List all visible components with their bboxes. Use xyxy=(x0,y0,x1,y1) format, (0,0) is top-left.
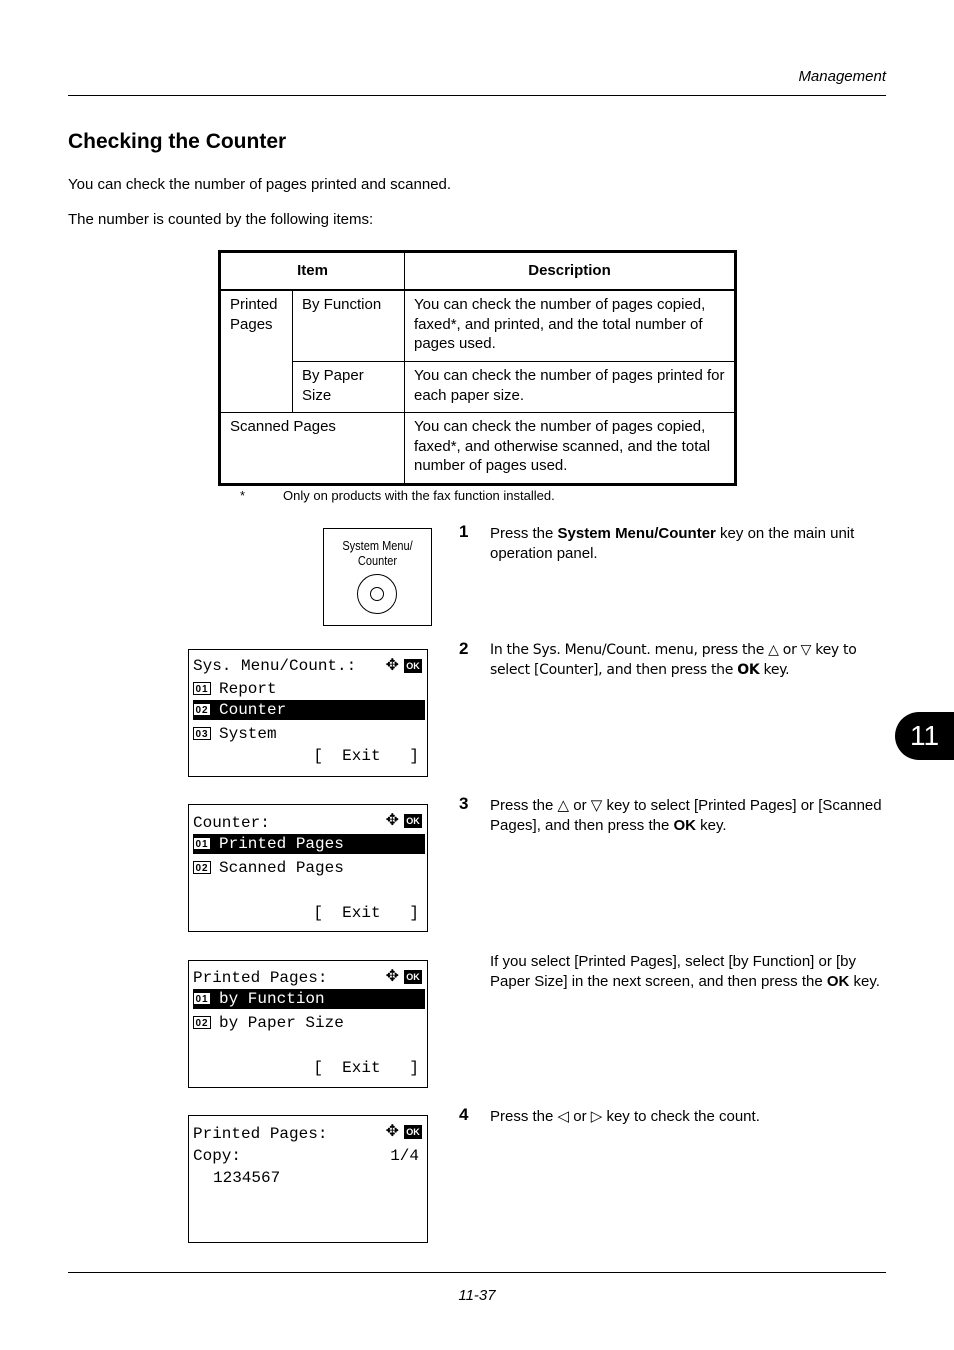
step-text: Press the △ or ▽ key to select [Printed Pages] or [Scanned Pages], and then press the OK key. xyxy=(490,797,882,834)
step-number: 1 xyxy=(459,522,469,541)
intro-text: You can check the number of pages printed and scanned. xyxy=(68,176,452,193)
lcd-screen-counter xyxy=(188,804,428,932)
four-way-arrow-icon: ✥ xyxy=(385,966,399,985)
lcd-title: Printed Pages: xyxy=(193,969,328,987)
key-label-line2: Counter xyxy=(357,554,398,568)
page-number: 11-37 xyxy=(458,1287,496,1304)
exit-softkey: [ Exit ] xyxy=(313,747,419,765)
four-way-arrow-icon: ✥ xyxy=(385,810,399,829)
ok-key-icon: OK xyxy=(404,970,422,984)
menu-item-label: by Paper Size xyxy=(219,1014,344,1032)
cell-by-paper-size-desc: You can check the number of pages printed for each paper size. xyxy=(405,362,736,413)
step-note-text: If you select [Printed Pages], select [by Function] or [by Paper Size] in the next screen, and then press the OK key. xyxy=(490,953,880,990)
count-value: 1234567 xyxy=(213,1169,281,1187)
lcd-title: Sys. Menu/Count.: xyxy=(193,657,357,675)
cell-by-function-desc: You can check the number of pages copied, faxed*, and printed, and the total number of pages used. xyxy=(405,290,736,362)
menu-item-report xyxy=(193,679,425,699)
chapter-tab: 11 xyxy=(895,712,954,760)
menu-item-by-paper-size xyxy=(193,1013,425,1033)
page-indicator: 1/4 xyxy=(390,1147,419,1165)
key-label xyxy=(330,539,424,569)
exit-softkey: [ Exit ] xyxy=(313,904,419,922)
item-number-icon: 02 xyxy=(193,1016,211,1029)
item-number-icon: 01 xyxy=(193,992,211,1005)
cell-scanned-pages: Scanned Pages xyxy=(220,413,405,485)
exit-softkey: [ Exit ] xyxy=(313,1059,419,1077)
menu-item-counter-selected xyxy=(193,700,425,720)
section-title: Checking the Counter xyxy=(68,130,287,153)
counter-items-table xyxy=(218,250,737,486)
four-way-arrow-icon: ✥ xyxy=(385,655,399,674)
step-text: In the Sys. Menu/Count. menu, press the △ or ▽ key to select [Counter], and then press the OK key. xyxy=(490,642,857,678)
item-number-icon: 02 xyxy=(193,703,211,716)
menu-item-label: Report xyxy=(219,680,277,698)
item-number-icon: 02 xyxy=(193,861,211,874)
four-way-arrow-icon: ✥ xyxy=(385,1121,399,1140)
ok-key-icon: OK xyxy=(404,1125,422,1139)
table-row xyxy=(220,290,736,362)
item-number-icon: 03 xyxy=(193,727,211,740)
cell-scanned-pages-desc: You can check the number of pages copied, faxed*, and otherwise scanned, and the total number of pages used. xyxy=(405,413,736,485)
ok-key-icon: OK xyxy=(404,659,422,673)
table-header-row xyxy=(220,252,736,291)
cell-by-function: By Function xyxy=(293,290,405,362)
lcd-title: Printed Pages: xyxy=(193,1125,328,1143)
lcd-screen-sys-menu xyxy=(188,649,428,777)
key-label-line1: System Menu/ xyxy=(342,539,413,553)
cell-printed-pages: Printed Pages xyxy=(220,290,293,413)
step-number: 4 xyxy=(459,1105,469,1124)
menu-item-label: Scanned Pages xyxy=(219,859,344,877)
footnote-text: Only on products with the fax function installed. xyxy=(283,488,555,503)
running-header: Management xyxy=(798,68,886,85)
step-text: Press the ◁ or ▷ key to check the count. xyxy=(490,1108,760,1125)
menu-item-label: System xyxy=(219,725,277,743)
header-item: Item xyxy=(220,252,405,291)
system-menu-counter-key-illustration xyxy=(323,528,432,626)
header-description: Description xyxy=(405,252,736,291)
count-type-label: Copy: xyxy=(193,1147,242,1165)
menu-item-printed-pages-selected xyxy=(193,834,425,854)
menu-item-by-function-selected xyxy=(193,989,425,1009)
lcd-title: Counter: xyxy=(193,814,270,832)
step-number: 3 xyxy=(459,794,469,813)
cell-by-paper-size: By Paper Size xyxy=(293,362,405,413)
footnote-mark: * xyxy=(240,488,246,503)
menu-item-label: Printed Pages xyxy=(219,835,344,853)
footer-rule xyxy=(68,1272,886,1273)
lcd-screen-printed-pages xyxy=(188,960,428,1088)
step-text: Press the System Menu/Counter key on the main unit operation panel. xyxy=(490,525,855,562)
menu-item-label: Counter xyxy=(219,701,287,719)
intro-text-2: The number is counted by the following items: xyxy=(68,211,374,228)
header-rule xyxy=(68,95,886,96)
menu-item-label: by Function xyxy=(219,990,325,1008)
table-row xyxy=(220,413,736,485)
menu-item-scanned-pages xyxy=(193,858,425,878)
step-number: 2 xyxy=(459,639,469,658)
item-number-icon: 01 xyxy=(193,837,211,850)
table-row xyxy=(220,362,736,413)
ok-key-icon: OK xyxy=(404,814,422,828)
key-button-icon xyxy=(357,574,397,614)
key-center-dot xyxy=(370,587,384,601)
lcd-screen-count xyxy=(188,1115,428,1243)
item-number-icon: 01 xyxy=(193,682,211,695)
menu-item-system xyxy=(193,724,425,744)
